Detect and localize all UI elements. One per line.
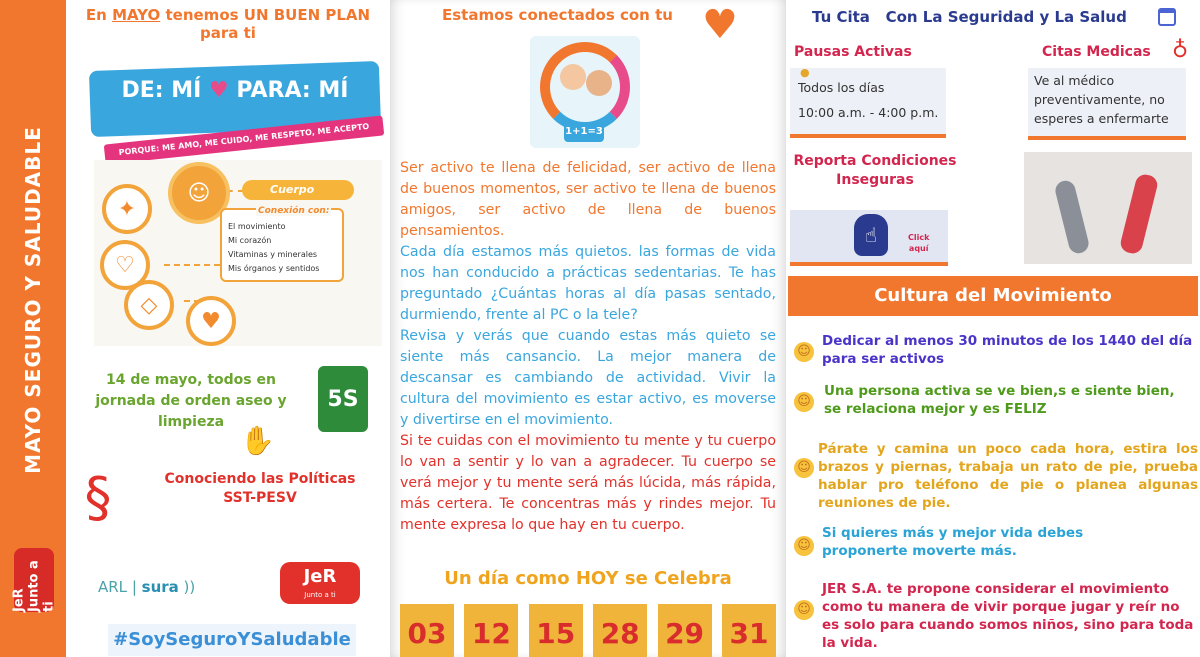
image-caption: 1+1=3 xyxy=(564,122,604,142)
article-paragraph: Ser activo te llena de felicidad, ser activo de llena de buenos momentos, ser activo te llena de buenos amigos, ser activo de llena de buenos pensamientos. xyxy=(400,160,776,239)
hashtag: #SoySeguroYSaludable xyxy=(108,624,356,656)
body-connection-infographic xyxy=(94,160,382,346)
smile-icon: ☺ xyxy=(794,536,814,556)
yoga-icon: ✦ xyxy=(102,184,152,234)
pausas-card[interactable]: Todos los días 10:00 a.m. - 4:00 p.m. xyxy=(790,68,946,138)
dancing-photo xyxy=(1024,152,1192,264)
citas-card[interactable]: Ve al médico preventivamente, no esperes a enfermarte xyxy=(1028,68,1186,140)
conexion-title: Conexión con: xyxy=(258,206,330,216)
page-two xyxy=(390,0,786,657)
date-tile[interactable]: 03 xyxy=(400,604,454,657)
connected-heading: Estamos conectados con tu xyxy=(442,6,673,24)
article-paragraph: Revisa y verás que cuando estas más quieto se siente más cansancio. La mejor manera de descansar es cambiando de actividad. Vivir la cultura del movimiento es estar activo, es moverse y divertirse en el movimiento. xyxy=(400,328,776,428)
tip-text: JER S.A. te propone considerar el movimiento como tu manera de vivir porque jugar y reír no es solo para cuando somos niños, sino para toda la vida. xyxy=(822,581,1194,651)
connection-item: Mi corazón xyxy=(228,236,272,245)
page-one xyxy=(66,0,390,657)
jer-logo-icon: JeR Junto a ti xyxy=(14,548,54,612)
date-tile[interactable]: 31 xyxy=(722,604,776,657)
date-tile[interactable]: 12 xyxy=(464,604,518,657)
side-band xyxy=(0,0,66,657)
appointment-heading: Tu Cita Con La Seguridad y La Salud xyxy=(812,8,1127,26)
date-tile[interactable]: 15 xyxy=(529,604,583,657)
calendar-icon[interactable] xyxy=(1158,8,1176,26)
celebrate-heading: Un día como HOY se Celebra xyxy=(444,568,732,589)
tip-text: Si quieres más y mejor vida debes proponerte moverte más. xyxy=(822,525,1084,559)
cleaning-day-text: 14 de mayo, todos en jornada de orden aseo y limpieza xyxy=(95,372,287,430)
citas-title[interactable]: Citas Medicas xyxy=(1042,44,1151,60)
diamond-icon: ◇ xyxy=(124,280,174,330)
de-mi-para-mi-banner: DE: MÍ ♥ PARA: MÍ PORQUE: ME AMO, ME CUIDO, ME RESPETO, ME ACEPTO xyxy=(90,52,380,160)
connection-item: Vitaminas y minerales xyxy=(228,250,318,259)
tip-text: Dedicar al menos 30 minutos de los 1440 del día para ser activos xyxy=(822,333,1193,367)
jer-logo: JeR Junto a ti xyxy=(280,562,360,604)
stethoscope-icon: ♁ xyxy=(1172,38,1189,63)
connection-item: El movimiento xyxy=(228,222,286,231)
banner-strip: PORQUE: ME AMO, ME CUIDO, ME RESPETO, ME ACEPTO xyxy=(104,115,385,164)
movement-culture-header: Cultura del Movimiento xyxy=(788,276,1198,316)
smile-icon: ☺ xyxy=(794,342,814,362)
runner-icon: § xyxy=(84,466,112,529)
reporta-title[interactable]: Reporta Condiciones Inseguras xyxy=(793,153,957,188)
couple-illustration xyxy=(530,36,640,148)
smile-icon: ☺ xyxy=(794,600,814,620)
date-tiles xyxy=(400,604,776,657)
tip-text: Una persona activa se ve bien,s e siente bien, se relaciona mejor y es FELIZ xyxy=(824,383,1175,417)
tip-text: Párate y camina un poco cada hora, estira los brazos y piernas, trabaja un rato de pie, prueba hablar pro teléfono de pie o planea algunas reuniones de pie. xyxy=(818,441,1198,511)
handshake-icon: ✋ xyxy=(240,424,275,457)
report-click-button[interactable]: ☝ Click aquí xyxy=(790,210,948,266)
heart-icon: ♥ xyxy=(209,78,229,103)
5s-badge: 5S xyxy=(318,366,368,432)
plan-heading: En MAYO tenemos UN BUEN PLAN para ti xyxy=(85,6,371,42)
person-icon: ☺ xyxy=(168,162,230,224)
lightbulb-icon: ● xyxy=(800,66,810,79)
month-label: MAYO xyxy=(112,6,161,24)
smile-icon: ☺ xyxy=(794,392,814,412)
pausas-title[interactable]: Pausas Activas xyxy=(794,44,912,60)
policies-text[interactable]: Conociendo las Políticas SST-PESV xyxy=(164,471,356,506)
date-tile[interactable]: 28 xyxy=(593,604,647,657)
article-paragraph: Cada día estamos más quietos. las formas de vida nos han conducido a prácticas sedentarias. Te has preguntado ¿Cuántas horas al día pasas sentado, durmiendo, frente al PC o la tele? xyxy=(400,244,776,323)
arl-sura-logo: ARL | sura )) xyxy=(98,578,196,596)
heart-icon: ♥ xyxy=(702,2,738,48)
pointer-hand-icon: ☝ xyxy=(854,214,888,256)
smile-icon: ☺ xyxy=(794,458,814,478)
cuerpo-label: Cuerpo xyxy=(242,180,354,200)
band-title: MAYO SEGURO Y SALUDABLE xyxy=(21,126,45,474)
heartbeat-icon: ♥ xyxy=(186,296,236,346)
connection-item: Mis órganos y sentidos xyxy=(228,264,320,273)
date-tile[interactable]: 29 xyxy=(658,604,712,657)
heart-hands-icon: ♡ xyxy=(100,240,150,290)
article-body xyxy=(400,158,776,536)
page-three xyxy=(786,0,1200,657)
article-paragraph: Si te cuidas con el movimiento tu mente y tu cuerpo lo van a sentir y lo van a agradecer. Tu cuerpo se verá mejor y tu mente será más lúcida, más rápida, más certera. Te concentras más y rindes mejor. Tu mente expresa lo que hay en tu cuerpo. xyxy=(400,433,776,533)
